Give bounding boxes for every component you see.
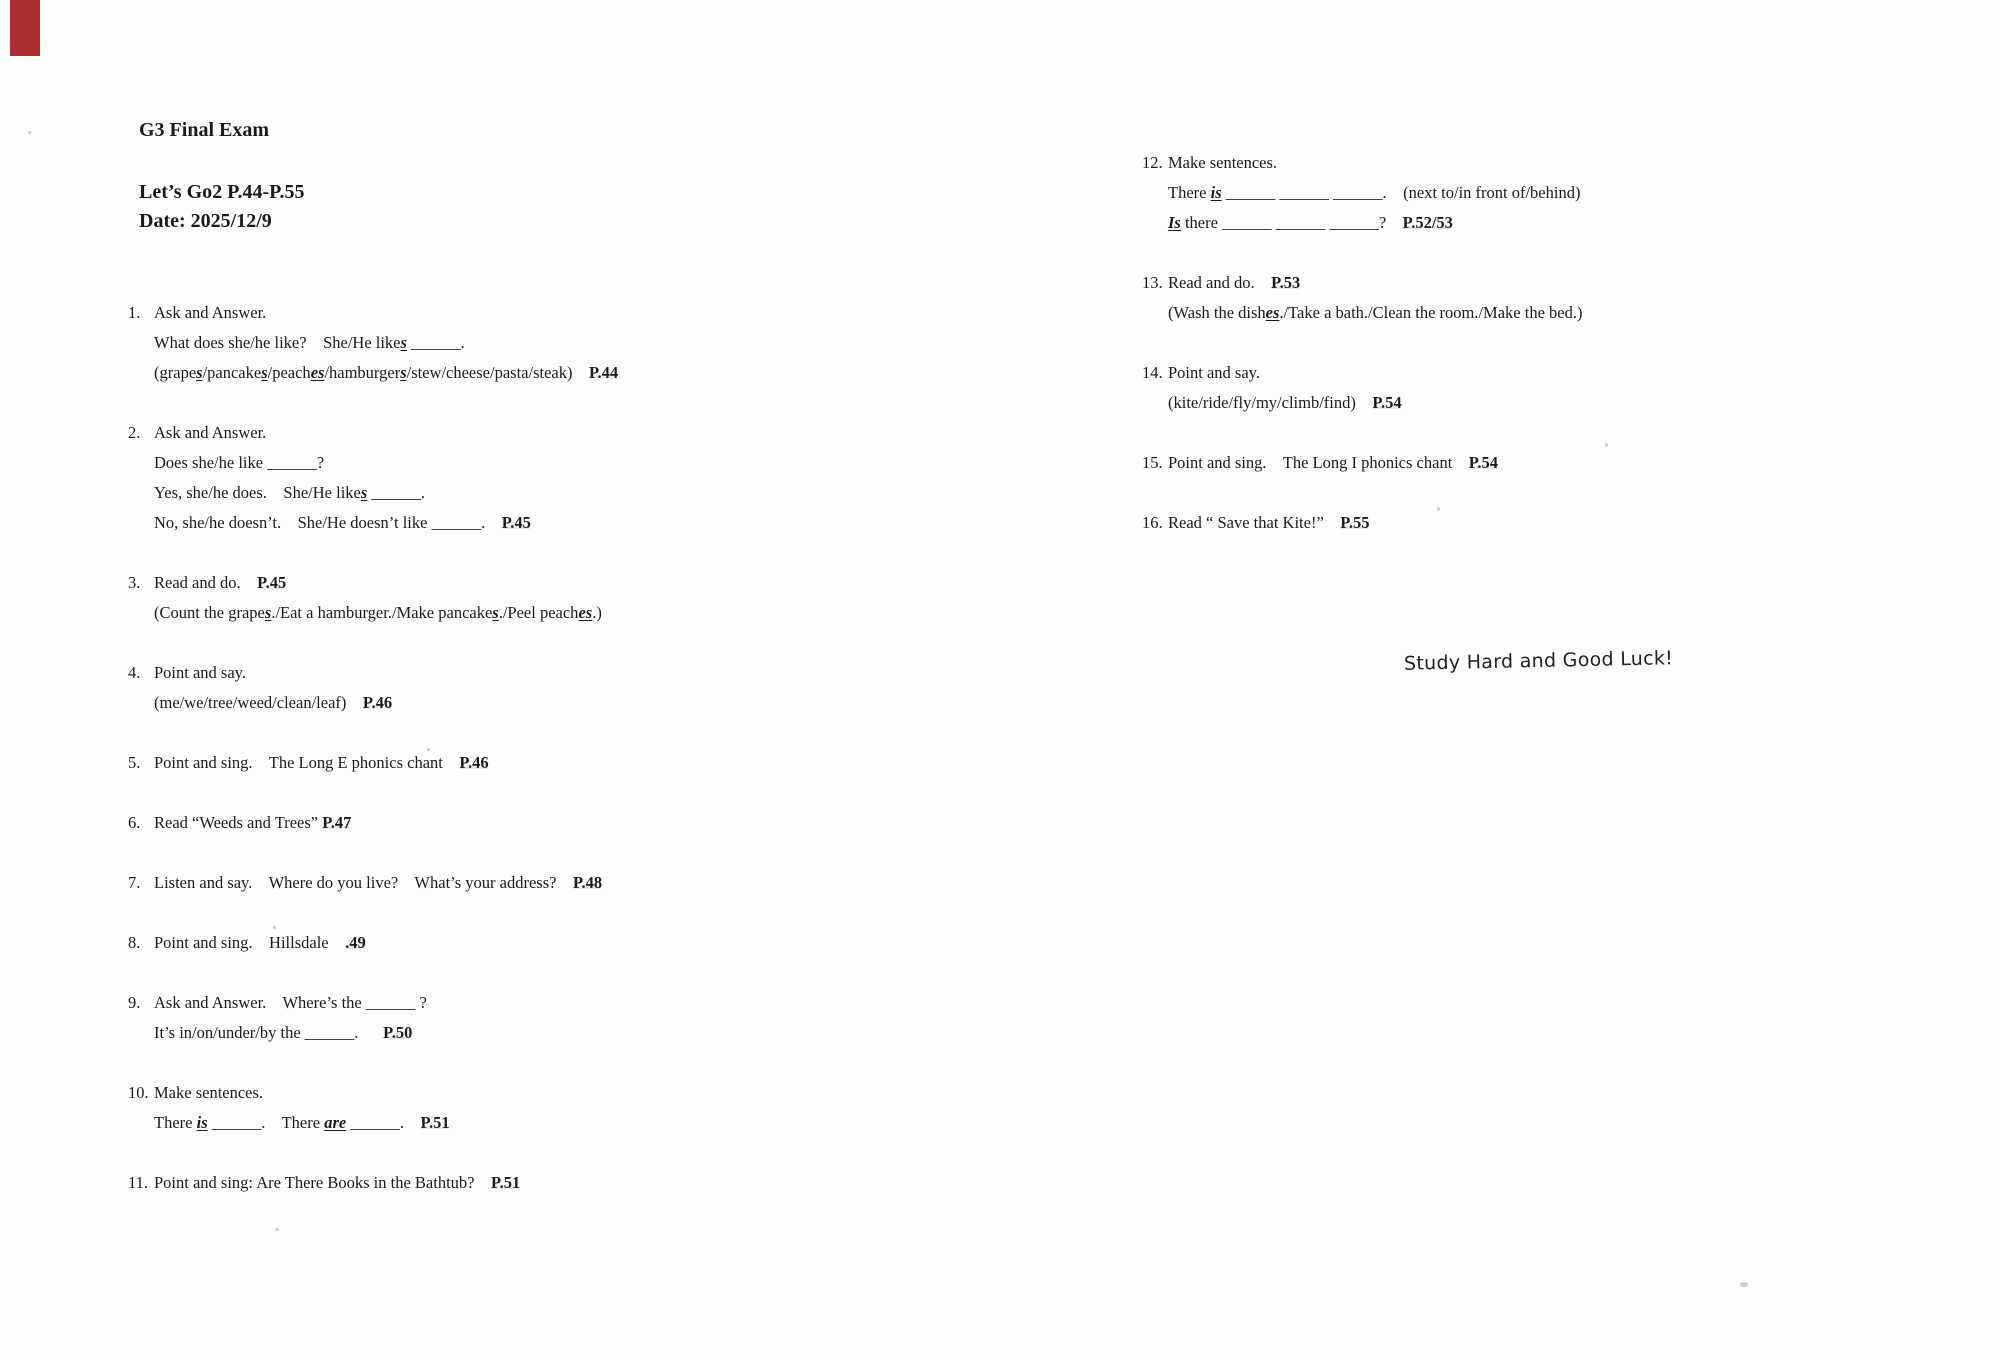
exam-item-13: [1142, 268, 1922, 328]
text-segment: ./Eat a hamburger./Make pancake: [271, 603, 493, 622]
exam-item-6: [128, 808, 888, 838]
text-segment: .): [592, 603, 602, 622]
exam-item-12: [1142, 148, 1922, 238]
item-line: [1142, 298, 1922, 328]
blank-line: ______: [371, 483, 421, 502]
exam-item-15: [1142, 448, 1922, 478]
exam-item-7: [128, 868, 888, 898]
exam-item-14: [1142, 358, 1922, 418]
text-segment: (grape: [154, 363, 197, 382]
item-line: [1142, 208, 1922, 238]
scan-speck: [273, 926, 276, 929]
page-ref: P.44: [588, 363, 619, 382]
blank-line: ______: [211, 1113, 262, 1132]
text-segment: Read “Weeds and Trees”: [154, 813, 323, 832]
item-number: 1.: [128, 303, 141, 322]
text-segment: No, she/he doesn’t. She/He doesn’t like: [154, 513, 432, 532]
text-segment: .: [481, 513, 502, 532]
item-line: [1142, 268, 1922, 298]
page-ref: P.55: [1340, 513, 1370, 532]
blank-line: ______: [267, 453, 317, 472]
red-corner-tab: [10, 0, 40, 56]
blank-line: ______: [411, 333, 461, 352]
scan-speck: [1605, 443, 1608, 447]
item-line: [128, 868, 888, 898]
text-segment: It’s in/on/under/by the: [154, 1023, 305, 1042]
exam-item-1: [128, 298, 888, 388]
text-segment: (me/we/tree/weed/clean/leaf): [154, 693, 363, 712]
text-segment: ?: [316, 453, 325, 472]
grammar-focus: s: [196, 363, 203, 382]
left-column: [128, 298, 888, 1228]
scan-speck: [1740, 1282, 1748, 1287]
blank-line: ______: [304, 1023, 355, 1042]
item-number: 4.: [128, 663, 141, 682]
item-line: [128, 418, 888, 448]
grammar-focus: es: [578, 603, 593, 622]
item-number: 2.: [128, 423, 141, 442]
text-segment: /pancake: [202, 363, 262, 382]
item-line: [1142, 388, 1922, 418]
blank-line: ______ ______ ______: [1225, 183, 1383, 202]
item-line: [1142, 358, 1922, 388]
item-line: [128, 328, 888, 358]
exam-item-9: [128, 988, 888, 1048]
item-number: 11.: [128, 1173, 149, 1192]
page-ref: P.48: [572, 873, 603, 892]
text-segment: Point and sing. The Long E phonics chant: [154, 753, 460, 772]
text-segment: Yes, she/he does. She/He like: [154, 483, 361, 502]
item-line: [128, 928, 888, 958]
page-title: G3 Final Exam: [139, 119, 270, 141]
text-segment: (Wash the dish: [1168, 303, 1266, 322]
page-ref: .49: [345, 933, 366, 952]
exam-item-8: [128, 928, 888, 958]
item-number: 14.: [1142, 363, 1163, 382]
page-ref: P.54: [1468, 453, 1498, 472]
item-number: 5.: [128, 753, 141, 772]
text-segment: /peach: [267, 363, 311, 382]
page-ref: P.45: [257, 573, 287, 592]
page-ref: P.45: [501, 513, 531, 532]
exam-date: Date: 2025/12/9: [139, 210, 272, 232]
text-segment: there: [1180, 213, 1223, 232]
text-segment: .: [399, 1113, 421, 1132]
item-line: [1142, 178, 1922, 208]
text-segment: Listen and say. Where do you live? What’s your address?: [154, 873, 573, 892]
scan-speck: [427, 748, 430, 751]
text-segment: Make sentences.: [1168, 153, 1278, 172]
text-segment: ./Peel peach: [498, 603, 579, 622]
page-ref: P.50: [383, 1023, 413, 1042]
item-line: [128, 358, 888, 388]
exam-item-3: [128, 568, 888, 628]
page-ref: P.54: [1372, 393, 1402, 412]
scan-speck: [1437, 507, 1440, 511]
page-ref: P.51: [491, 1173, 521, 1192]
grammar-focus: s: [400, 363, 407, 382]
blank-line: ______: [365, 993, 416, 1012]
item-number: 12.: [1142, 153, 1163, 172]
item-line: [128, 1108, 888, 1138]
text-segment: (kite/ride/fly/my/climb/find): [1168, 393, 1373, 412]
text-segment: .: [460, 333, 465, 352]
item-line: [128, 448, 888, 478]
exam-item-2: [128, 418, 888, 538]
item-line: [128, 1168, 888, 1198]
grammar-focus: s: [400, 333, 407, 352]
blank-line: ______: [431, 513, 482, 532]
text-segment: Point and say.: [154, 663, 246, 682]
item-line: [1142, 148, 1922, 178]
page-ref: P.53: [1271, 273, 1301, 292]
item-line: [128, 1018, 888, 1048]
exam-item-16: [1142, 508, 1922, 538]
blank-line: ______: [350, 1113, 400, 1132]
item-line: [128, 988, 888, 1018]
grammar-focus: are: [324, 1113, 347, 1132]
item-line: [1142, 448, 1922, 478]
text-segment: . (next to/in front of/behind): [1382, 183, 1581, 202]
text-segment: There: [154, 1113, 197, 1132]
text-segment: Make sentences.: [154, 1083, 264, 1102]
item-number: 6.: [128, 813, 141, 832]
item-number: 9.: [128, 993, 141, 1012]
text-segment: Point and sing: Are There Books in the Bathtub?: [154, 1173, 491, 1192]
closing-note: Study Hard and Good Luck!: [1403, 647, 1674, 675]
grammar-focus: is: [196, 1113, 208, 1132]
exam-item-11: [128, 1168, 888, 1198]
grammar-focus: s: [492, 603, 499, 622]
item-number: 7.: [128, 873, 141, 892]
book-range: Let’s Go2 P.44-P.55: [139, 181, 305, 203]
text-segment: .: [354, 1023, 384, 1042]
item-line: [128, 298, 888, 328]
text-segment: Ask and Answer.: [154, 423, 267, 442]
text-segment: (Count the grape: [154, 603, 265, 622]
text-segment: Read “ Save that Kite!”: [1168, 513, 1341, 532]
grammar-focus: s: [360, 483, 368, 502]
scan-speck: [28, 131, 31, 134]
item-line: [128, 658, 888, 688]
page-ref: P.52/53: [1402, 213, 1453, 232]
exam-item-10: [128, 1078, 888, 1138]
text-segment: Read and do.: [1168, 273, 1272, 292]
item-number: 13.: [1142, 273, 1163, 292]
text-segment: .: [420, 483, 426, 502]
text-segment: Point and sing. Hillsdale: [154, 933, 346, 952]
text-segment: ?: [415, 993, 427, 1012]
item-number: 15.: [1142, 453, 1163, 472]
text-segment: ?: [1378, 213, 1403, 232]
grammar-focus: Is: [1168, 213, 1181, 232]
item-line: [128, 478, 888, 508]
text-segment: Ask and Answer. Where’s the: [154, 993, 366, 1012]
item-line: [1142, 508, 1922, 538]
text-segment: Read and do.: [154, 573, 258, 592]
text-segment: There: [1168, 183, 1211, 202]
item-number: 10.: [128, 1083, 149, 1102]
text-segment: Point and sing. The Long I phonics chant: [1168, 453, 1469, 472]
page-ref: P.51: [420, 1113, 450, 1132]
grammar-focus: es: [310, 363, 325, 382]
text-segment: /stew/cheese/pasta/steak): [406, 363, 589, 382]
item-line: [128, 568, 888, 598]
text-segment: Does she/he like: [154, 453, 268, 472]
item-number: 16.: [1142, 513, 1163, 532]
grammar-focus: s: [261, 363, 268, 382]
item-line: [128, 1078, 888, 1108]
grammar-focus: es: [1265, 303, 1280, 322]
page-ref: P.46: [459, 753, 489, 772]
blank-line: ______ ______ ______: [1222, 213, 1379, 232]
right-column: [1142, 148, 1922, 568]
item-line: [128, 508, 888, 538]
item-number: 3.: [128, 573, 141, 592]
text-segment: /hamburger: [324, 363, 401, 382]
item-line: [128, 748, 888, 778]
item-number: 8.: [128, 933, 141, 952]
grammar-focus: s: [264, 603, 272, 622]
text-segment: . There: [261, 1113, 325, 1132]
scan-speck: [275, 1228, 279, 1231]
text-segment: Ask and Answer.: [154, 303, 267, 322]
exam-item-5: [128, 748, 888, 778]
page-ref: P.47: [322, 813, 352, 832]
text-segment: Point and say.: [1168, 363, 1260, 382]
page-ref: P.46: [362, 693, 393, 712]
item-line: [128, 808, 888, 838]
text-segment: ./Take a bath./Clean the room./Make the bed.): [1279, 303, 1583, 322]
exam-item-4: [128, 658, 888, 718]
item-line: [128, 598, 888, 628]
grammar-focus: is: [1210, 183, 1222, 202]
text-segment: What does she/he like? She/He like: [154, 333, 401, 352]
item-line: [128, 688, 888, 718]
